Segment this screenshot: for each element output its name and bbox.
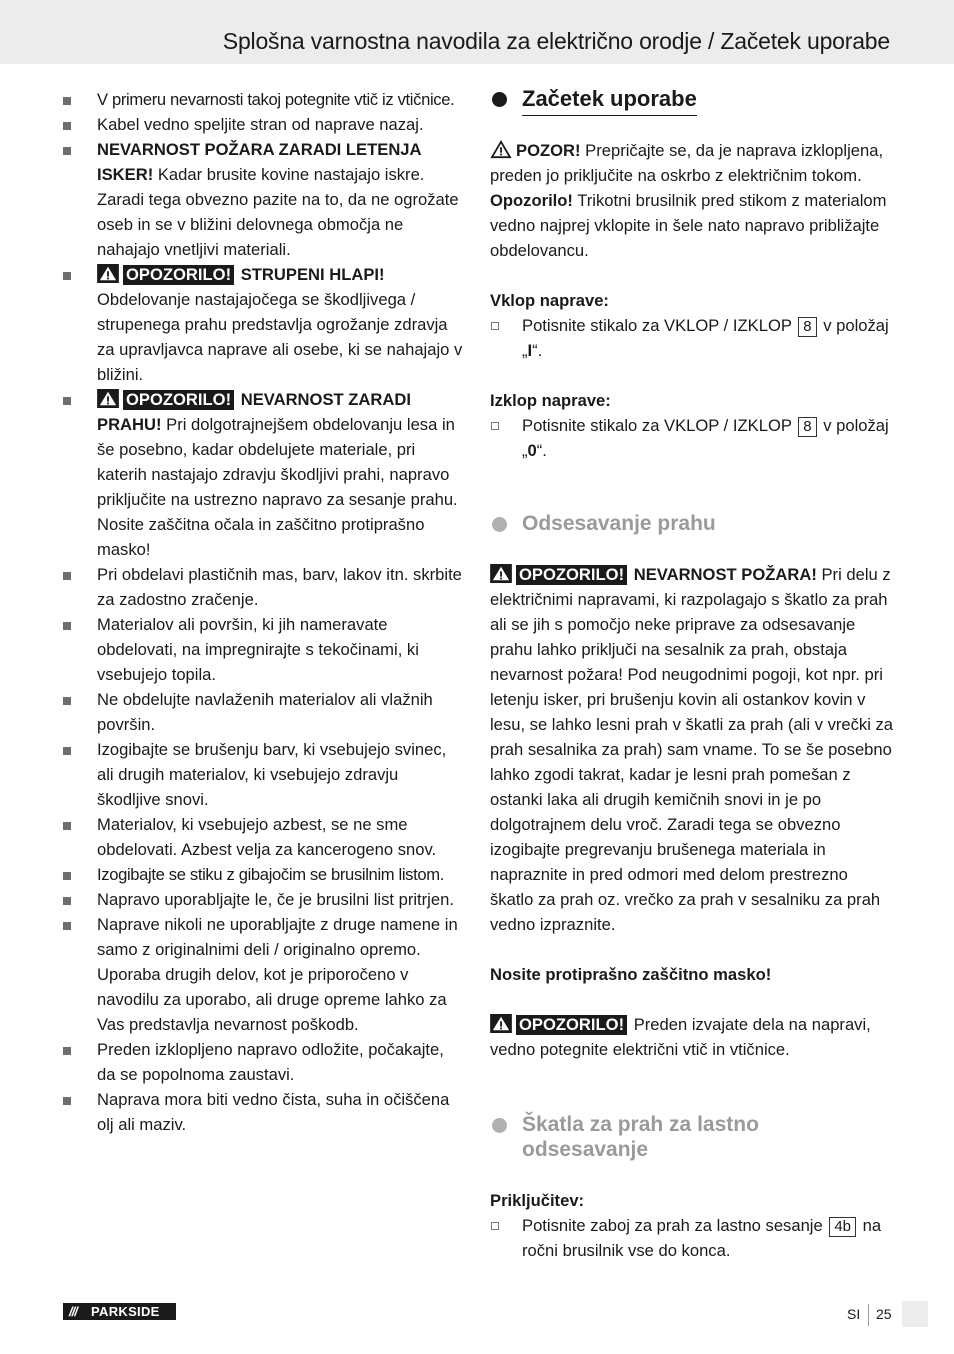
header-bar [0, 0, 954, 64]
list-item: OPOZORILO! STRUPENI HLAPI! Obdelovanje nastajajočega se škodljivega / strupenega prahu predstavlja ogrožanje zdravja za upravljavca naprave ali osebe, ki se nahajajo v bližini. [62, 262, 466, 387]
warning-badge: OPOZORILO! [123, 265, 234, 285]
warning-badge: OPOZORILO! [123, 390, 234, 410]
warning-badge: OPOZORILO! [516, 565, 627, 585]
bullet-square-icon [63, 1097, 71, 1105]
section-heading: Odsesavanje prahu [490, 511, 894, 536]
bullet-square-icon [63, 1047, 71, 1055]
list-item: Potisnite zaboj za prah za lastno sesanje 4b na ročni brusilnik vse do konca. [490, 1213, 894, 1263]
caution-paragraph: POZOR! Prepričajte se, da je naprava izklopljena, preden jo priključite na oskrbo z električnim tokom. Opozorilo! Trikotni brusilnik pred stikom z materialom vedno najprej vklopite in šele nato napravo približajte obdelovancu. [490, 141, 887, 260]
list-item: Kabel vedno speljite stran od naprave nazaj. [62, 112, 466, 137]
page-title: Splošna varnostna navodila za električno orodje / Začetek uporabe [222, 28, 890, 54]
bullet-square-icon [63, 397, 71, 405]
fire-warning-paragraph: OPOZORILO! NEVARNOST POŽARA! Pri delu z električnimi napravami, ki razpolagajo s škatlo za prah ali se jih s pomočjo neke priprave za odsesavanje prahu lahko priključi na sesalnik za prah, obstaja nevarnost požara! Pod neugodnimi pogoji, kot npr. pri letenju isker, pri brušenju kovin ali ostankov kovin v lesu, se lahko lesni prah v škatli za prah (ali v vrečki za prah sesalnika za prah) sam vname. To se še posebno lahko zgodi takrat, kadar je lesni prah pomešan z ostanki laka ali drugih kemičnih snovi in je po dolgotrajnem delu vroč. Zaradi tega se obvezno izogibajte pregrevanju brušenega materiala in napraznite in pred odmori med delom prestrezno škatlo za prah oz. vrečko za prah v sesalniku za prah vedno izpraznite. [490, 565, 894, 934]
list-item: Izogibajte se brušenju barv, ki vsebujejo svinec, ali drugih materialov, ki vsebujejo zdravju škodljive snovi. [62, 737, 466, 812]
section-heading: Začetek uporabe [490, 85, 894, 116]
list-item: Ne obdelujte navlaženih materialov ali vlažnih površin. [62, 687, 466, 737]
bullet-square-icon [63, 697, 71, 705]
bullet-dot-icon [492, 92, 507, 107]
list-item: Preden izklopljeno napravo odložite, počakajte, da se popolnoma zaustavi. [62, 1037, 466, 1087]
bullet-square-icon [63, 147, 71, 155]
footer-tab [902, 1301, 928, 1327]
bullet-square-icon [63, 922, 71, 930]
bullet-dot-icon [492, 517, 507, 532]
bullet-box-icon [491, 322, 499, 330]
reference-number: 4b [829, 1217, 856, 1237]
warning-triangle-outline-icon [490, 140, 512, 159]
bullet-square-icon [63, 272, 71, 280]
warning-triangle-icon [97, 264, 119, 283]
list-item: Materialov, ki vsebujejo azbest, se ne sme obdelovati. Azbest velja za kancerogeno snov. [62, 812, 466, 862]
bullet-square-icon [63, 897, 71, 905]
switch-on-heading: Vklop naprave: [490, 291, 609, 310]
connection-heading: Priključitev: [490, 1191, 585, 1210]
reference-number: 8 [798, 317, 816, 337]
bullet-box-icon [491, 422, 499, 430]
list-item: Naprave nikoli ne uporabljajte z druge namene in samo z originalnimi deli / originalno opremo. Uporaba drugih delov, kot je priporočeno v navodilu za uporabo, ali druge opreme lahko za Vas predstavlja nevarnost poškodb. [62, 912, 466, 1037]
footer-divider [868, 1304, 869, 1326]
page-number: 25 [876, 1306, 892, 1322]
list-item: Potisnite stikalo za VKLOP / IZKLOP 8 v položaj „I“. [490, 313, 894, 363]
bullet-square-icon [63, 122, 71, 130]
list-item: NEVARNOST POŽARA ZARADI LETENJA ISKER! Kadar brusite kovine nastajajo iskre. Zaradi tega obvezno pazite na to, da ne ogrožate oseb in se v bližini delovnega območja ne nahajajo vnetljivi materiali. [62, 137, 466, 262]
warning-triangle-icon [97, 389, 119, 408]
switch-off-heading: Izklop naprave: [490, 391, 611, 410]
bullet-square-icon [63, 572, 71, 580]
section-heading: Škatla za prah za lastno odsesavanje [490, 1112, 782, 1162]
plug-warning-paragraph: OPOZORILO! Preden izvajate dela na napravi, vedno potegnite električni vtič in vtičnice. [490, 1015, 871, 1059]
list-item: Napravo uporabljajte le, če je brusilni list pritrjen. [62, 887, 466, 912]
bullet-box-icon [491, 1222, 499, 1230]
list-item: V primeru nevarnosti takoj potegnite vtič iz vtičnice. [62, 87, 466, 112]
list-item: Pri obdelavi plastičnih mas, barv, lakov itn. skrbite za zadostno zračenje. [62, 562, 466, 612]
bullet-square-icon [63, 622, 71, 630]
list-item: Materialov ali površin, ki jih nameravate obdelovati, na impregnirajte s tekočinami, ki vsebujejo topila. [62, 612, 466, 687]
warning-triangle-icon [490, 564, 512, 583]
list-item: Izogibajte se stiku z gibajočim se brusilnim listom. [62, 862, 466, 887]
warning-triangle-icon [490, 1014, 512, 1033]
list-item: OPOZORILO! NEVARNOST ZARADI PRAHU! Pri dolgotrajnejšem obdelovanju lesa in še posebno, kadar obdelujete materiale, pri katerih nastajajo zdravju škodljivi prahi, napravo priključite na ustrezno napravo za sesanje prahu. Nosite zaščitna očala in zaščitno protiprašno masko! [62, 387, 466, 562]
logo-stripes-icon: /// [69, 1304, 77, 1319]
list-item: Naprava mora biti vedno čista, suha in očiščena olj ali maziv. [62, 1087, 466, 1137]
bullet-dot-icon [492, 1118, 507, 1133]
left-column [62, 87, 466, 1137]
bullet-square-icon [63, 872, 71, 880]
bullet-square-icon [63, 747, 71, 755]
mask-notice: Nosite protiprašno zaščitno masko! [490, 965, 772, 984]
language-code: SI [847, 1306, 861, 1322]
bullet-square-icon [63, 97, 71, 105]
bullet-square-icon [63, 822, 71, 830]
brand-logo: /// PARKSIDE [63, 1303, 176, 1320]
right-column [490, 85, 894, 1263]
warning-badge: OPOZORILO! [516, 1015, 627, 1035]
list-item: Potisnite stikalo za VKLOP / IZKLOP 8 v položaj „0“. [490, 413, 894, 463]
reference-number: 8 [798, 417, 816, 437]
